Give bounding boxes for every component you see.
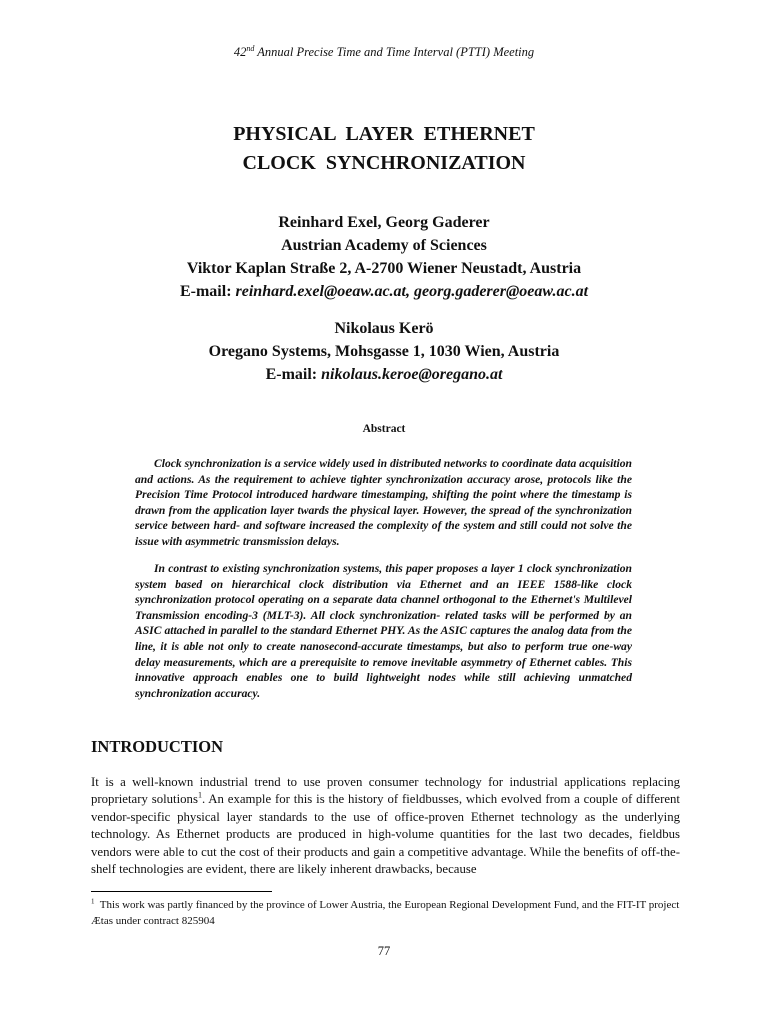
footnote-reference[interactable]: 1 — [197, 791, 202, 801]
author-names: Reinhard Exel, Georg Gaderer — [278, 214, 490, 231]
header-number: 42 — [233, 45, 247, 59]
title-line-1: PHYSICAL LAYER ETHERNET — [233, 123, 535, 145]
header-ordinal: nd — [246, 43, 255, 53]
introduction-heading: INTRODUCTION — [91, 737, 224, 756]
intro-text-start: It is a well-known industrial trend to use proven consumer technology for industrial applications replacing proprietary solutions — [91, 775, 680, 807]
footnote-marker: 1 — [91, 897, 95, 906]
author-email: reinhard.exel@oeaw.ac.at, georg.gaderer@oeaw.ac.at — [235, 283, 589, 300]
header-text: Annual Precise Time and Time Interval (PTTI) Meeting — [254, 45, 535, 59]
email-label: E-mail: — [265, 366, 322, 383]
abstract-heading: Abstract — [362, 423, 406, 435]
email-label: E-mail: — [179, 283, 236, 300]
page-number: 77 — [377, 944, 391, 958]
author-email-line — [0, 363, 768, 386]
footnote-text: This work was partly financed by the province of Lower Austria, the European Regional Development Fund, and the FIT-IT project Ætas under contract 825904 — [91, 899, 683, 927]
footnote — [91, 897, 683, 929]
author-names: Nikolaus Kerö — [334, 320, 434, 337]
running-header — [0, 45, 768, 60]
author-address: Viktor Kaplan Straße 2, A-2700 Wiener Neustadt, Austria — [186, 260, 582, 277]
author-affiliation: Austrian Academy of Sciences — [281, 237, 487, 254]
abstract-paragraph-1: Clock synchronization is a service widely used in distributed networks to coordinate data acquisition and actions. As the requirement to achieve tighter synchronization accuracy arose, protocols like the Precision Time Protocol introduced hardware timestamping, shifting the point where the timestamp is drawn from the application layer twards the physical layer. However, the spread of the synchronization service between hard- and software increased the complexity of the system and still could not solve the issue with asymmetric transmission delays. — [135, 457, 632, 548]
title-line-2: CLOCK SYNCHRONIZATION — [242, 152, 526, 174]
paper-title — [0, 120, 768, 178]
abstract-paragraph-2: In contrast to existing synchronization systems, this paper proposes a layer 1 clock synchronization system based on hierarchical clock distribution via Ethernet and an IEEE 1588-like clock synchronization protocol operating on a separate data channel orthogonal to the Ethernet's Multilevel Transmission encoding-3 (MLT-3). All clock synchronization- related tasks will be performed by an ASIC attached in parallel to the standard Ethernet PHY. As the ASIC captures the analog data from the line, it is able not only to create nanosecond-accurate timestamps, but also to perform true one-way delay measurements, which are a prerequisite to remove inevitable asymmetry of Ethernet cables. This innovative approach enables one to build lightweight nodes while still achieving unmatched synchronization accuracy. — [135, 562, 632, 700]
author-email-line — [0, 280, 768, 303]
author-email: nikolaus.keroe@oregano.at — [321, 366, 503, 383]
footnote-divider — [91, 891, 272, 892]
author-affiliation: Oregano Systems, Mohsgasse 1, 1030 Wien, Austria — [208, 343, 560, 360]
author-block-1 — [0, 211, 768, 303]
introduction-paragraph — [91, 774, 680, 878]
intro-text-rest: . An example for this is the history of fieldbusses, which evolved from a couple of different vendor-specific physical layer standards to the use of office-proven Ethernet technology as the underlying technology. As Ethernet products are produced in high-volume quantities for the last two decades, fieldbus vendors were able to cut the cost of their products and gain a competitive advantage. While the benefits of off-the-shelf technologies are evident, there are likely inherent drawbacks, because — [91, 792, 680, 877]
author-block-2 — [0, 317, 768, 386]
